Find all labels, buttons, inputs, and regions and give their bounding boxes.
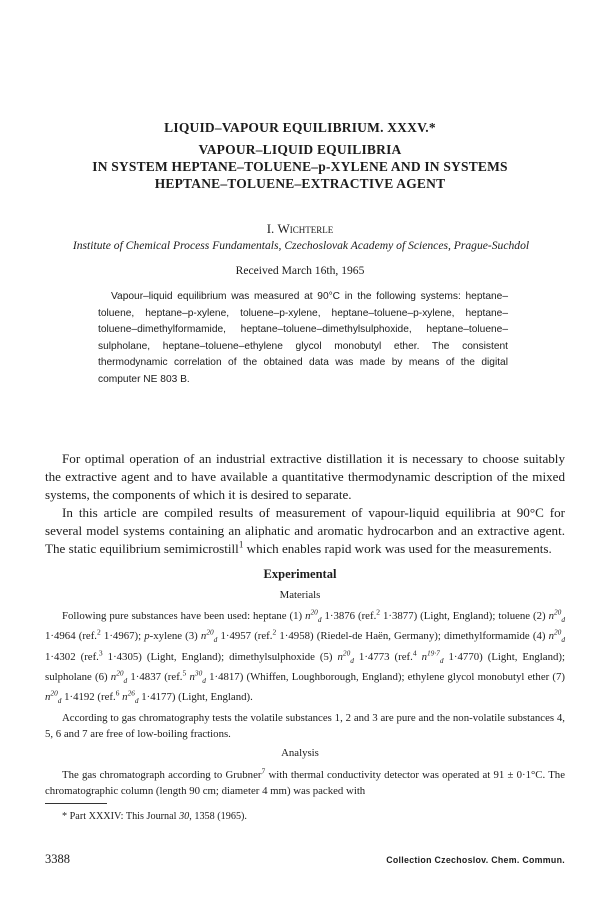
reference-marker: 1	[238, 539, 244, 550]
materials-section	[45, 608, 565, 742]
subsection-heading-analysis: Analysis	[281, 747, 319, 759]
title-line-1: VAPOUR–LIQUID EQUILIBRIA	[198, 142, 402, 157]
materials-paragraph: Following pure substances have been used: heptane (1) $n^{20}_d$ 1·3876 (ref.$^2$ 1·3877) (Light, England); toluene (2) $n^{20}_d$ 1·4964 (ref.$^2$ 1·4967); p-xylene (3) $n^{20}_d$ 1·4957 (ref.$^2$ 1·4958) (Riedel-de Haën, Germany); dimethylformamide (4) $n^{20}_d$ 1·4302 (ref.$^3$ 1·4305) (Light, England); dimethylsulphoxide (5) $n^{20}_d$ 1·4773 (ref.$^4$ $n^{19\cdot 7}_d$ 1·4770) (Light, England); sulpholane (6) $n^{20}_d$ 1·4837 (ref.$^5$ $n^{30}_d$ 1·4817) (Whiffen, Loughborough, England); ethylene glycol monobutyl ether (7) $n^{20}_d$ 1·4192 (ref.$^6$ $n^{26}_d$ 1·4177) (Light, England).	[45, 607, 566, 706]
refractive-index-symbol: $n^{26}_d$	[122, 688, 139, 706]
refractive-index-symbol: $n^{20}_d$	[305, 607, 322, 625]
intro-p2-text: In this article are compiled results of measurement of vapour-liquid equilibria at 90°C for several model systems containing an aliphatic and aromatic hydrocarbon and an extractive agent. The static equilibrium semimicrostill	[45, 505, 565, 556]
refractive-index-symbol: $n^{20}_d$	[548, 627, 565, 645]
refractive-index-symbol: $n^{20}_d$	[200, 627, 218, 645]
refractive-index-symbol: $n^{30}_d$	[189, 668, 206, 686]
intro-paragraph-1: For optimal operation of an industrial extractive distillation it is necessary to choose suitably the extractive agent and to have available a quantitative thermodynamic description of the mixed systems, the components of which it is desired to separate.	[45, 451, 565, 502]
author-initial: I.	[266, 221, 275, 236]
section-heading-experimental: Experimental	[263, 567, 337, 581]
intro-paragraph-2	[45, 504, 565, 558]
page-number: 3388	[45, 852, 70, 866]
abstract	[98, 289, 508, 388]
refractive-index-symbol: $n^{19\cdot 7}_d$	[421, 648, 444, 665]
refractive-index-symbol: $n^{20}_d$	[45, 688, 62, 706]
subsection-heading-materials: Materials	[279, 589, 321, 601]
analysis-paragraph: The gas chromatograph according to Grubner$^7$ with thermal conductivity detector was operated at 91 ± 0·1°C. The chromatographic column (length 90 cm; diameter 4 mm) was packed with	[45, 766, 565, 798]
intro-p2-text-end: which enables rapid work was used for the measurements.	[243, 541, 552, 556]
abstract-text: Vapour–liquid equilibrium was measured at 90°C in the following systems: heptane–toluene, heptane–p-xylene, toluene–p-xylene, heptane–toluene–p-xylene, heptane–toluene–dimethylformamide, heptane–toluene–dimethylsulphoxide, heptane–toluene–sulpholane, heptane–toluene–ethylene glycol monobutyl ether. The consistent thermodynamic correlation of the obtained data was made by means of the digital computer NE 803 B.	[98, 291, 508, 385]
chromatography-paragraph: According to gas chromatography tests the volatile substances 1, 2 and 3 are pure and the non-volatile substances 4, 5, 6 and 7 are free of low-boiling fractions.	[45, 711, 565, 740]
title-line-2: IN SYSTEM HEPTANE–TOLUENE–p-XYLENE AND IN SYSTEMS	[92, 159, 508, 174]
author-name: Wichterle	[277, 221, 334, 236]
received-date: Received March 16th, 1965	[235, 264, 365, 277]
refractive-index-symbol: $n^{20}_d$	[548, 607, 565, 625]
introduction	[45, 450, 565, 558]
journal-name: Collection Czechoslov. Chem. Commun.	[386, 855, 565, 865]
analysis-section	[45, 767, 565, 799]
refractive-index-symbol: $n^{20}_d$	[337, 648, 354, 665]
author	[40, 221, 560, 237]
article-title	[40, 141, 560, 192]
refractive-index-symbol: $n^{20}_d$	[110, 668, 128, 686]
series-title: LIQUID–VAPOUR EQUILIBRIUM. XXXV.*	[164, 120, 436, 135]
affiliation: Institute of Chemical Process Fundamentals, Czechoslovak Academy of Sciences, Prague-Suchdol	[72, 239, 530, 252]
footnote: * Part XXXIV: This Journal 30, 1358 (1965).	[62, 811, 247, 822]
footnote-divider	[45, 803, 107, 804]
title-line-3: HEPTANE–TOLUENE–EXTRACTIVE AGENT	[154, 176, 446, 191]
